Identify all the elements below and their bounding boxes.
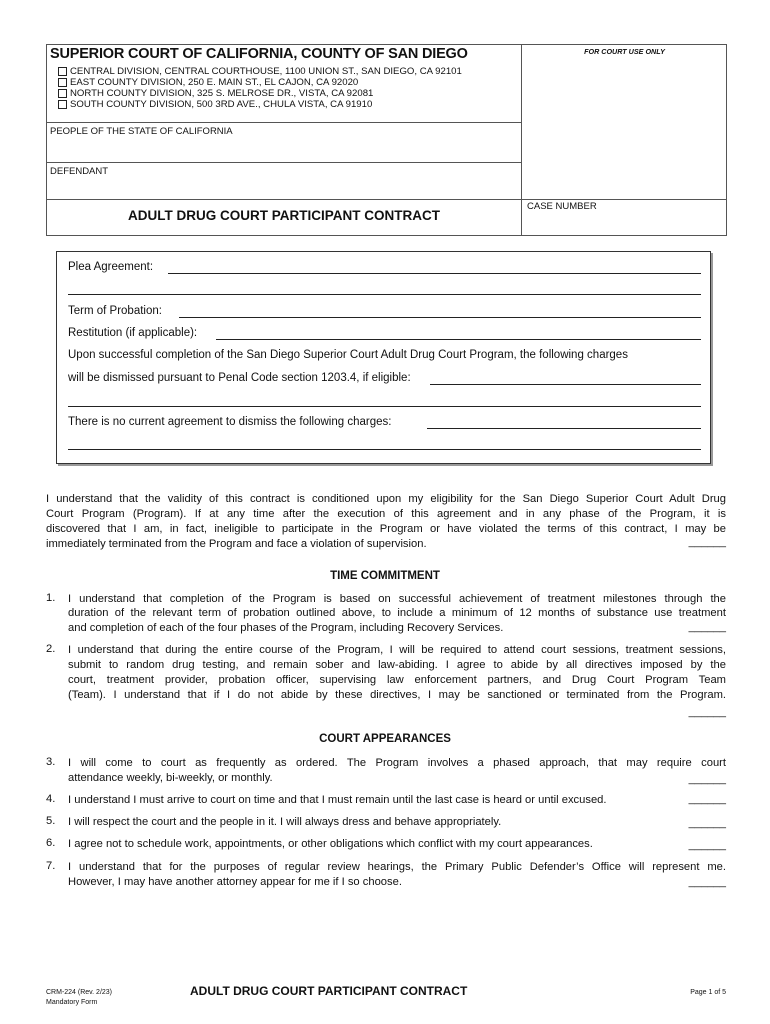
restitution-label: Restitution (if applicable): bbox=[68, 327, 198, 339]
division-label: CENTRAL DIVISION, CENTRAL COURTHOUSE, 1100 UNION ST., SAN DIEGO, CA 92101 bbox=[70, 66, 462, 77]
division-east[interactable] bbox=[58, 77, 358, 88]
item-2-line: court, treatment provider, probation officer, supervising law enforcement partners, and Drug Court Program Team bbox=[68, 674, 726, 686]
item-7-line: However, I may have another attorney appear for me if I so choose. bbox=[68, 876, 402, 888]
term-of-probation-field[interactable] bbox=[179, 317, 701, 318]
initial-blank[interactable]: ______ bbox=[688, 839, 726, 851]
item-number: 5. bbox=[46, 815, 56, 827]
item-4-line: I understand I must arrive to court on time and that I must remain until the last case is heard or until excused. bbox=[68, 794, 607, 806]
initial-blank[interactable]: ______ bbox=[688, 817, 726, 829]
item-3-line: I will come to court as frequently as ordered. The Program involves a phased approach, that may require court bbox=[68, 757, 726, 769]
item-2-line: submit to random drug testing, and remain sober and law-abiding. I agree to abide by all directives imposed by the bbox=[68, 659, 726, 671]
item-3-line: attendance weekly, bi-weekly, or monthly. bbox=[68, 772, 273, 784]
people-label: PEOPLE OF THE STATE OF CALIFORNIA bbox=[50, 126, 233, 137]
form-number: CRM-224 (Rev. 2/23) bbox=[46, 989, 113, 996]
no-agreement-label: There is no current agreement to dismiss the following charges: bbox=[68, 416, 392, 428]
court-use-label: FOR COURT USE ONLY bbox=[584, 47, 665, 56]
intro-line: discovered that I am, in fact, ineligible to participate in the Program or have violated the terms of this contract, I may be bbox=[46, 523, 726, 535]
item-2-line: (Team). I understand that if I do not abide by these directives, I may be sanctioned or terminated from the Program. bbox=[68, 689, 726, 701]
division-label: EAST COUNTY DIVISION, 250 E. MAIN ST., EL CAJON, CA 92020 bbox=[70, 77, 359, 88]
item-6-line: I agree not to schedule work, appointments, or other obligations which conflict with my court appearances. bbox=[68, 838, 593, 850]
case-number-label: CASE NUMBER bbox=[527, 201, 597, 212]
initial-blank[interactable]: ______ bbox=[688, 876, 726, 888]
plea-agreement-field[interactable] bbox=[168, 273, 701, 274]
intro-line: immediately terminated from the Program and face a violation of supervision. bbox=[46, 538, 427, 550]
term-of-probation-label: Term of Probation: bbox=[68, 305, 162, 317]
item-number: 6. bbox=[46, 837, 56, 849]
division-label: SOUTH COUNTY DIVISION, 500 3RD AVE., CHULA VISTA, CA 91910 bbox=[70, 99, 373, 110]
item-1-line: and completion of each of the four phases of the Program, including Recovery Services. bbox=[68, 622, 504, 634]
time-commitment-heading: TIME COMMITMENT bbox=[330, 570, 440, 582]
checkbox-south[interactable] bbox=[58, 100, 67, 109]
defendant-cell bbox=[46, 163, 522, 200]
court-use-cell bbox=[522, 44, 727, 200]
item-number: 1. bbox=[46, 592, 56, 604]
initial-blank[interactable]: ______ bbox=[688, 621, 726, 633]
initial-blank[interactable]: ______ bbox=[688, 536, 726, 548]
mandatory-form: Mandatory Form bbox=[46, 999, 98, 1006]
court-appearances-heading: COURT APPEARANCES bbox=[319, 733, 451, 745]
item-7-line: I understand that for the purposes of regular review hearings, the Primary Public Defender’s Office will represent me. bbox=[68, 861, 726, 873]
dismiss-charges-field[interactable] bbox=[430, 384, 701, 385]
initial-blank[interactable]: ______ bbox=[688, 793, 726, 805]
intro-line: I understand that the validity of this contract is conditioned upon my eligibility for the San Diego Superior Court Adult Drug bbox=[46, 493, 726, 505]
division-label: NORTH COUNTY DIVISION, 325 S. MELROSE DR., VISTA, CA 92081 bbox=[70, 88, 374, 99]
dismiss-charges-field-2[interactable] bbox=[68, 406, 701, 407]
item-number: 3. bbox=[46, 756, 56, 768]
court-name: SUPERIOR COURT OF CALIFORNIA, COUNTY OF SAN DIEGO bbox=[50, 46, 468, 62]
plea-agreement-field-2[interactable] bbox=[68, 294, 701, 295]
item-number: 7. bbox=[46, 860, 56, 872]
division-north[interactable] bbox=[58, 88, 373, 99]
item-2-line: I understand that during the entire course of the Program, I will be required to attend court sessions, treatment sessions, bbox=[68, 644, 726, 656]
item-number: 2. bbox=[46, 643, 56, 655]
division-central[interactable] bbox=[58, 66, 462, 77]
initial-blank[interactable]: ______ bbox=[688, 706, 726, 718]
item-5-line: I will respect the court and the people in it. I will always dress and behave appropriately. bbox=[68, 816, 502, 828]
checkbox-north[interactable] bbox=[58, 89, 67, 98]
division-south[interactable] bbox=[58, 99, 372, 110]
dismiss-label-line2: will be dismissed pursuant to Penal Code section 1203.4, if eligible: bbox=[68, 372, 411, 384]
intro-line: Court Program (Program). If at any time after the execution of this agreement and in any phase of the Program, it is bbox=[46, 508, 726, 520]
contract-title: ADULT DRUG COURT PARTICIPANT CONTRACT bbox=[128, 208, 440, 223]
page-number: Page 1 of 5 bbox=[690, 989, 726, 996]
item-number: 4. bbox=[46, 793, 56, 805]
plea-agreement-label: Plea Agreement: bbox=[68, 261, 154, 273]
defendant-label: DEFENDANT bbox=[50, 166, 109, 177]
initial-blank[interactable]: ______ bbox=[688, 773, 726, 785]
dismiss-label-line1: Upon successful completion of the San Diego Superior Court Adult Drug Court Program, the following charges bbox=[68, 349, 628, 361]
checkbox-east[interactable] bbox=[58, 78, 67, 87]
footer-title: ADULT DRUG COURT PARTICIPANT CONTRACT bbox=[190, 984, 468, 998]
no-agreement-field[interactable] bbox=[427, 428, 701, 429]
no-agreement-field-2[interactable] bbox=[68, 449, 701, 450]
checkbox-central[interactable] bbox=[58, 67, 67, 76]
item-1-line: duration of the relevant term of probation outlined above, to include a minimum of 12 months of substance use treatment bbox=[68, 607, 726, 619]
item-1-line: I understand that completion of the Program is based on successful achievement of treatment milestones through the bbox=[68, 593, 726, 605]
restitution-field[interactable] bbox=[216, 339, 701, 340]
